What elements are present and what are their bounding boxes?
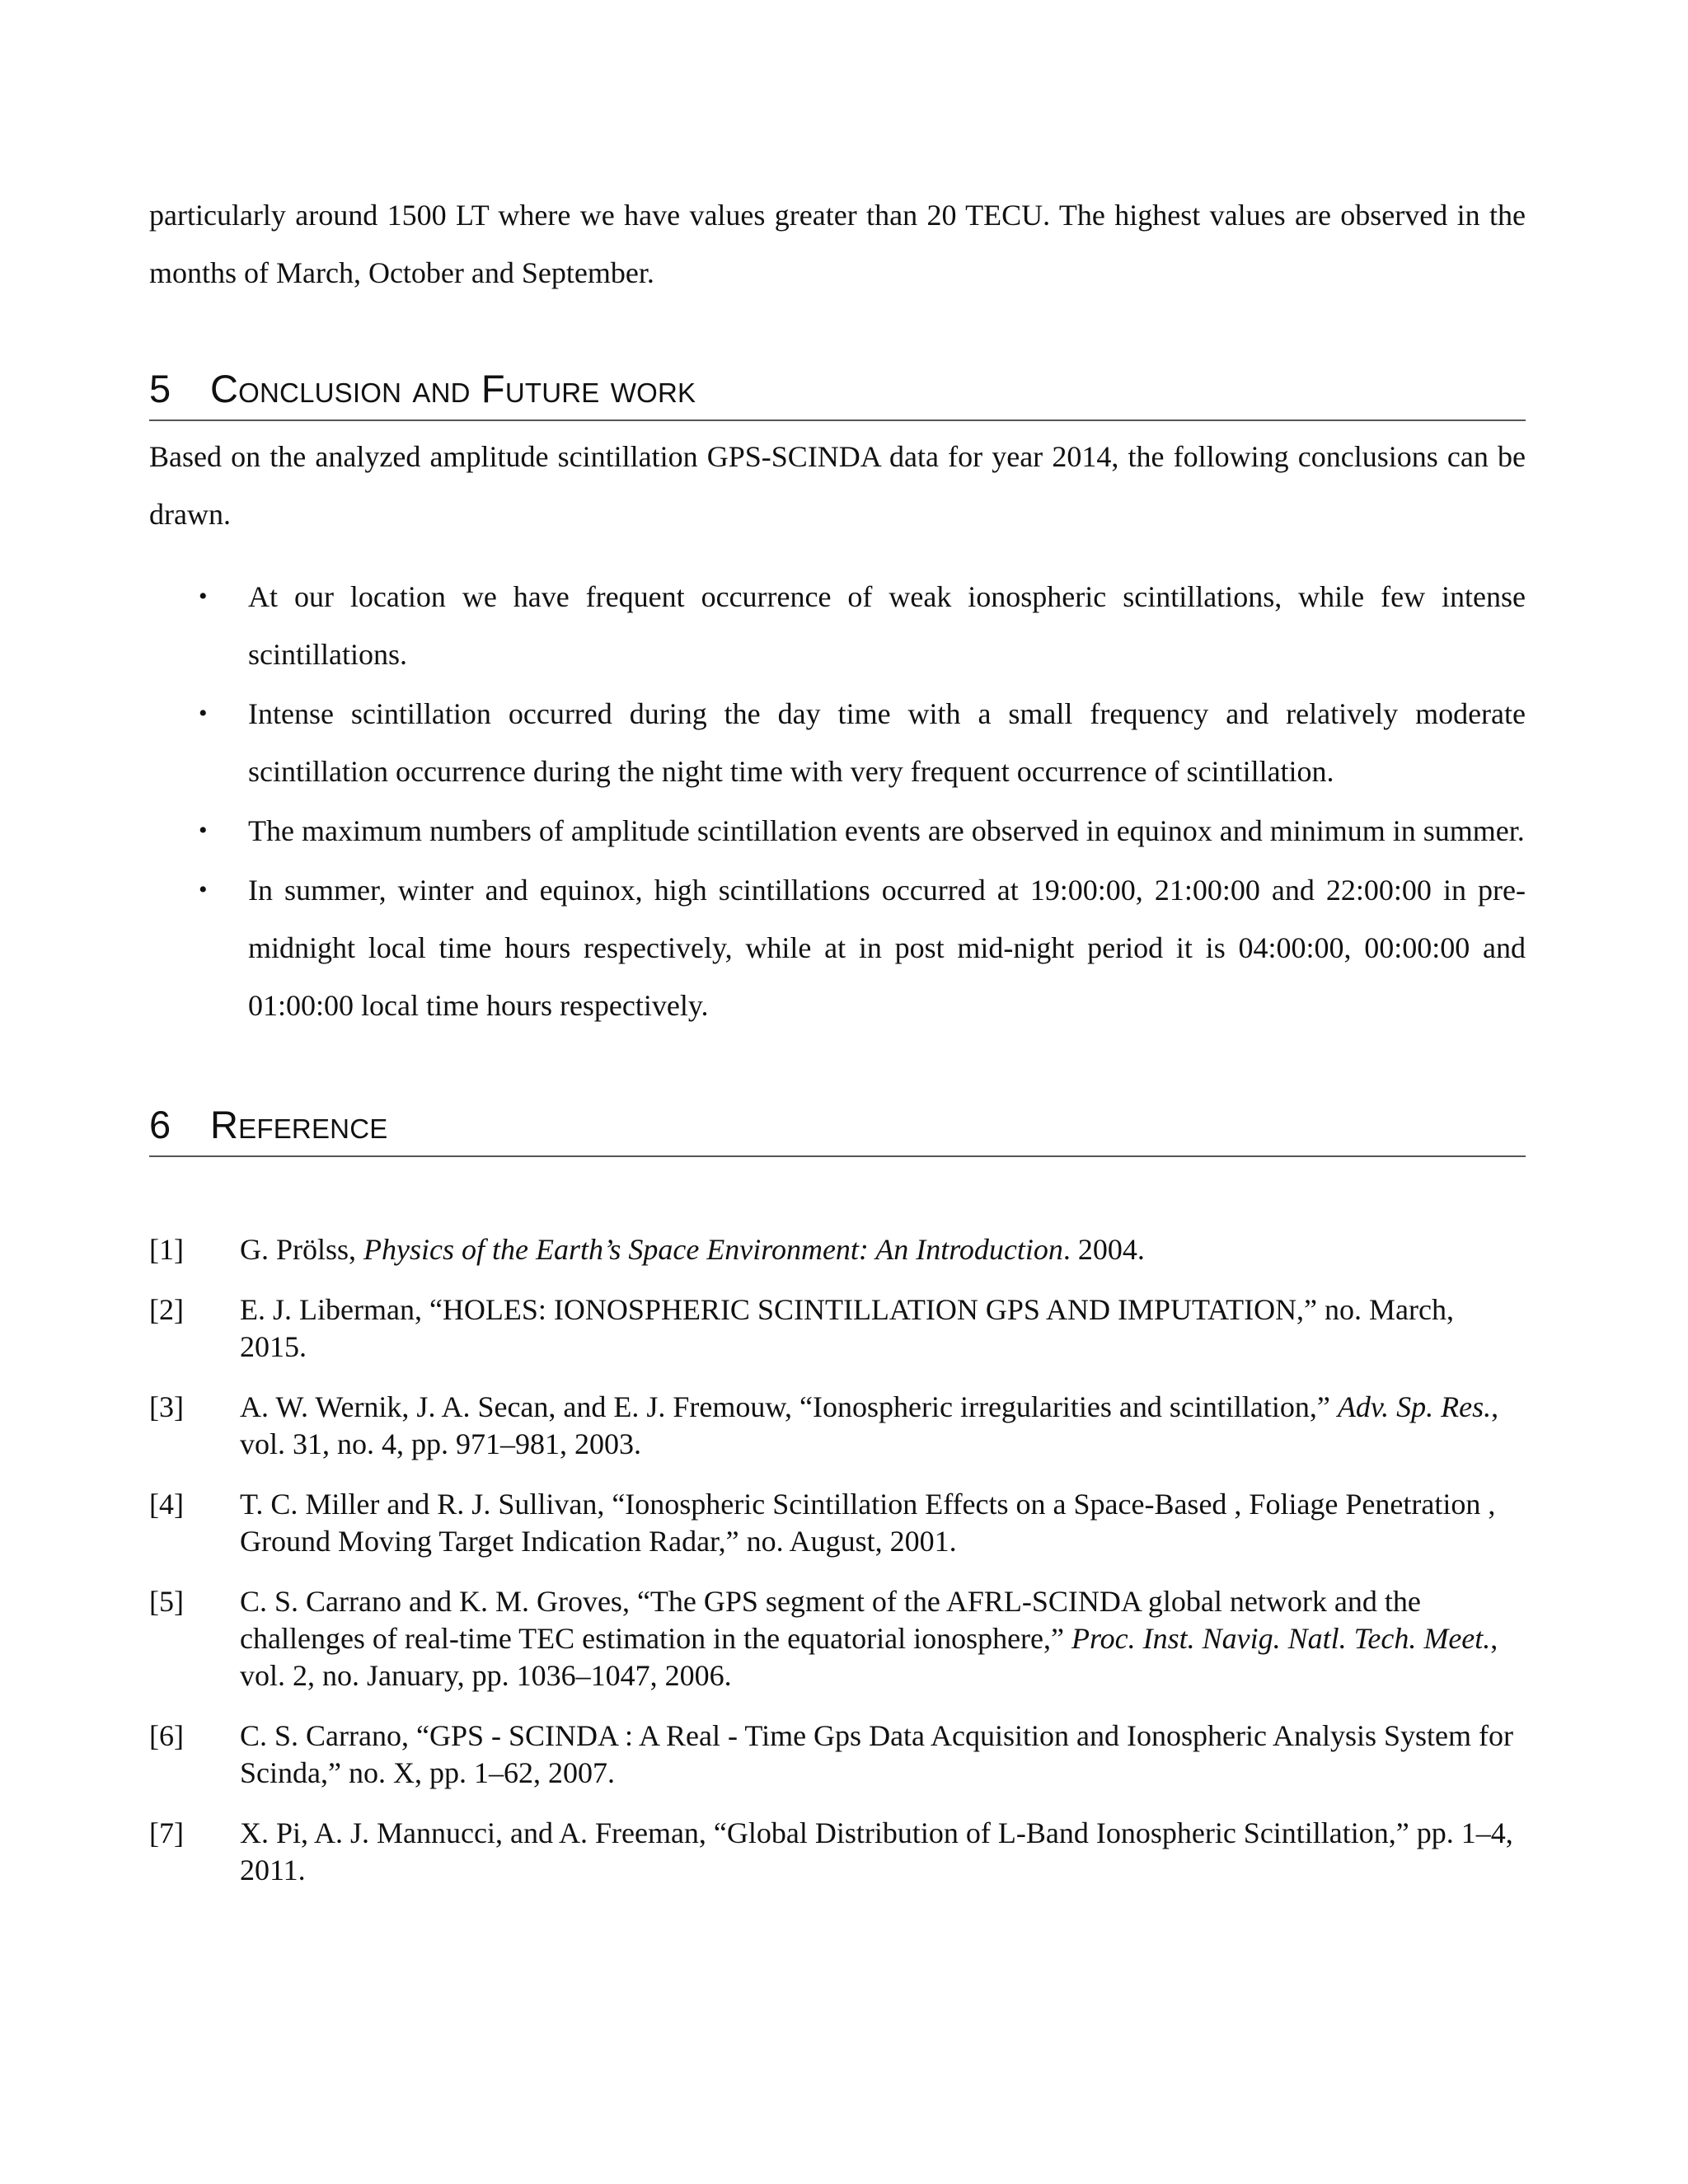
bullet-icon: • <box>199 583 208 610</box>
section-6-number: 6 <box>149 1103 171 1146</box>
bullet-icon: • <box>199 700 208 727</box>
list-item: • At our location we have frequent occurrence of weak ionospheric scintillations, while few intense scintillations. <box>149 568 1526 683</box>
reference-item: [4] T. C. Miller and R. J. Sullivan, “Ionospheric Scintillation Effects on a Space-Based , Foliage Penetration , Ground Moving Target Indication Radar,” no. August, 2001. <box>149 1488 1496 1558</box>
bullet-icon: • <box>199 817 208 844</box>
section-5-title: Conclusion and Future work <box>210 367 696 410</box>
section-6-heading <box>149 1102 1526 1157</box>
section-6-title: Reference <box>210 1103 388 1146</box>
reference-item: [7] X. Pi, A. J. Mannucci, and A. Freeman, “Global Distribution of L-Band Ionospheric Scintillation,” pp. 1–4, 2011. <box>149 1816 1513 1886</box>
reference-item: [5] C. S. Carrano and K. M. Groves, “The GPS segment of the AFRL-SCINDA global network and the challenges of real-time TEC estimation in the equatorial ionosphere,” Proc. Inst. Navig. Natl. Tech. Meet., vol. 2, no. January, pp. 1036–1047, 2006. <box>149 1585 1498 1692</box>
bullet-icon: • <box>199 876 208 903</box>
section-5-heading <box>149 366 1526 421</box>
list-item: • The maximum numbers of amplitude scintillation events are observed in equinox and minimum in summer. <box>149 802 1526 860</box>
intro-paragraph: particularly around 1500 LT where we have values greater than 20 TECU. The highest values are observed in the months of March, October and September. <box>149 199 1526 289</box>
conclusion-list <box>149 568 1526 1034</box>
reference-item: [6] C. S. Carrano, “GPS - SCINDA : A Real - Time Gps Data Acquisition and Ionospheric Analysis System for Scinda,” no. X, pp. 1–62, 2007. <box>149 1719 1513 1789</box>
section-5-number: 5 <box>149 367 171 410</box>
document-page <box>149 186 1526 1912</box>
list-item: • In summer, winter and equinox, high scintillations occurred at 19:00:00, 21:00:00 and 22:00:00 in pre-midnight local time hours respectively, while at in post mid-night period it is 04:00:00, 00:00:00 and 01:00:00 local time hours respectively. <box>149 861 1526 1034</box>
reference-item: [2] E. J. Liberman, “HOLES: IONOSPHERIC SCINTILLATION GPS AND IMPUTATION,” no. March, 2015. <box>149 1293 1454 1363</box>
list-item: • Intense scintillation occurred during the day time with a small frequency and relatively moderate scintillation occurrence during the night time with very frequent occurrence of scintillation. <box>149 685 1526 800</box>
reference-list <box>149 1231 1526 1889</box>
reference-item: [3] A. W. Wernik, J. A. Secan, and E. J. Fremouw, “Ionospheric irregularities and scintillation,” Adv. Sp. Res., vol. 31, no. 4, pp. 971–981, 2003. <box>149 1390 1499 1460</box>
section-5-intro: Based on the analyzed amplitude scintillation GPS-SCINDA data for year 2014, the following conclusions can be drawn. <box>149 440 1526 531</box>
reference-item: [1] G. Prölss, Physics of the Earth’s Space Environment: An Introduction. 2004. <box>149 1233 1145 1266</box>
